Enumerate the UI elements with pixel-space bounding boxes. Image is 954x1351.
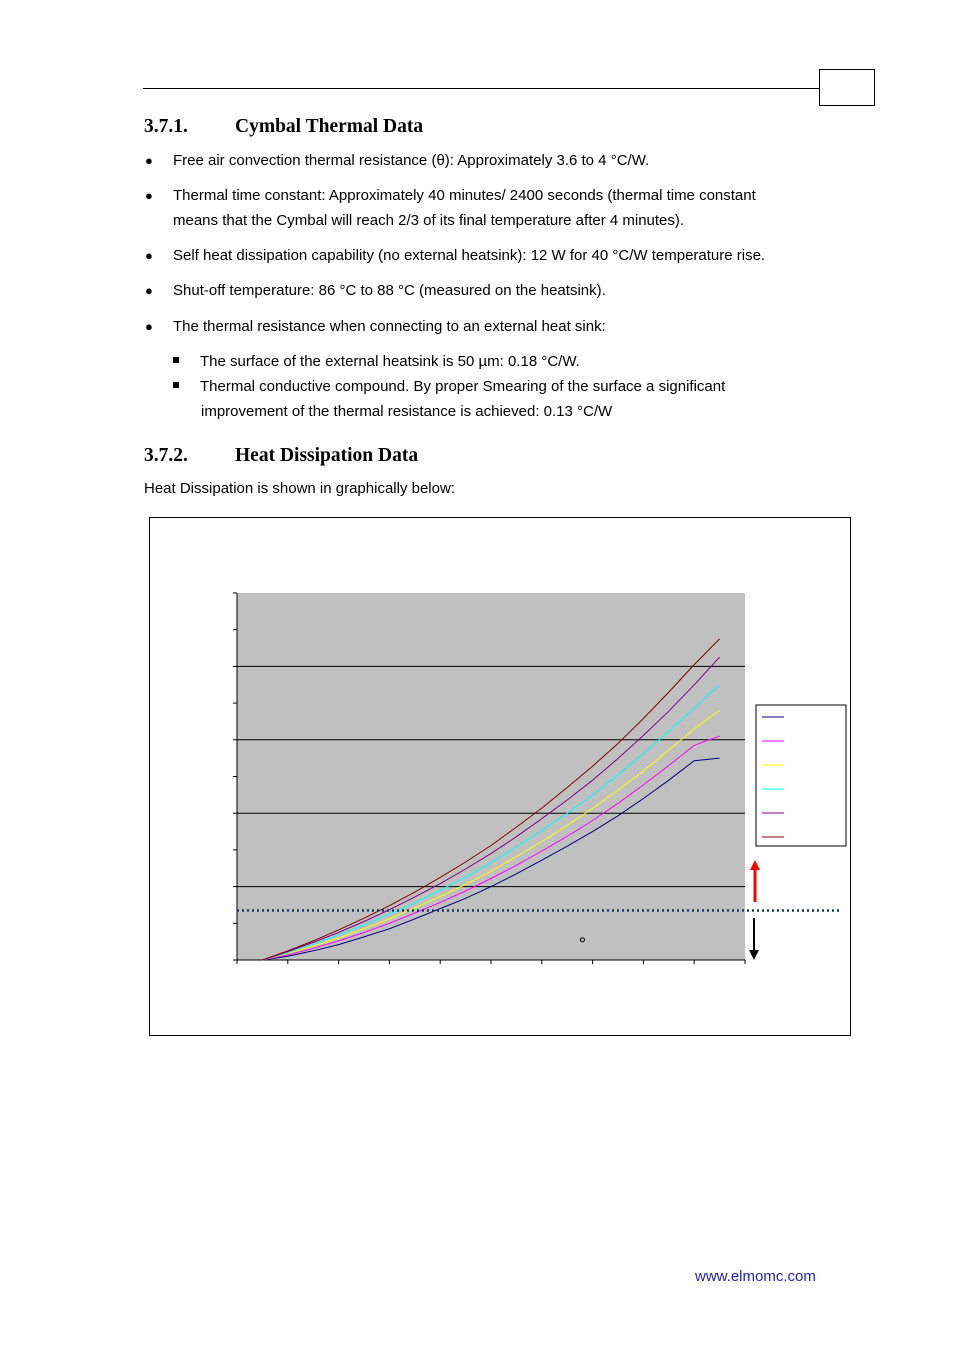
down-arrow-head-icon [749, 950, 759, 960]
sub-bullet-text: The surface of the external heatsink is 50 µm: 0.18 °C/W. [200, 353, 580, 370]
bullet-text: Self heat dissipation capability (no external heatsink): 12 W for 40 °C/W temperature rise. [173, 247, 766, 264]
bullet-dot-icon: ● [145, 188, 153, 203]
section-number: 3.7.1. [144, 116, 188, 137]
plot-area [237, 593, 745, 960]
section-title: Cymbal Thermal Data [235, 116, 424, 137]
square-bullet-icon [173, 382, 179, 388]
bullet-text: The thermal resistance when connecting to an external heat sink: [173, 318, 606, 335]
section-heading-heat-dissipation [144, 445, 418, 467]
bullet-dot-icon: ● [145, 153, 153, 168]
bullet-dot-icon: ● [145, 283, 153, 298]
up-arrow-head-icon [750, 860, 760, 870]
page-number-box [819, 69, 875, 106]
bullet-dot-icon: ● [145, 248, 153, 263]
bullet-text: Thermal time constant: Approximately 40 minutes/ 2400 seconds (thermal time constant [173, 187, 756, 204]
section-title: Heat Dissipation Data [235, 445, 419, 466]
sub-bullet-text: Thermal conductive compound. By proper Smearing of the surface a significant [200, 378, 726, 395]
heat-dissipation-chart-frame [149, 517, 851, 1036]
sub-bullet-text-continuation: improvement of the thermal resistance is achieved: 0.13 °C/W [201, 403, 613, 420]
heat-dissipation-chart [150, 518, 850, 1035]
square-bullet-icon [173, 357, 179, 363]
legend-box [756, 705, 846, 846]
section-intro: Heat Dissipation is shown in graphically below: [144, 480, 455, 497]
section-number: 3.7.2. [144, 445, 188, 466]
header-rule [143, 88, 820, 89]
bullet-text: Shut-off temperature: 86 °C to 88 °C (measured on the heatsink). [173, 282, 606, 299]
bullet-text-continuation: means that the Cymbal will reach 2/3 of its final temperature after 4 minutes). [173, 212, 685, 229]
section-heading-cymbal-thermal [144, 116, 423, 138]
bullet-text: Free air convection thermal resistance (θ): Approximately 3.6 to 4 °C/W. [173, 152, 650, 169]
bullet-dot-icon: ● [145, 319, 153, 334]
footer-website-link[interactable]: www.elmomc.com [695, 1268, 816, 1285]
